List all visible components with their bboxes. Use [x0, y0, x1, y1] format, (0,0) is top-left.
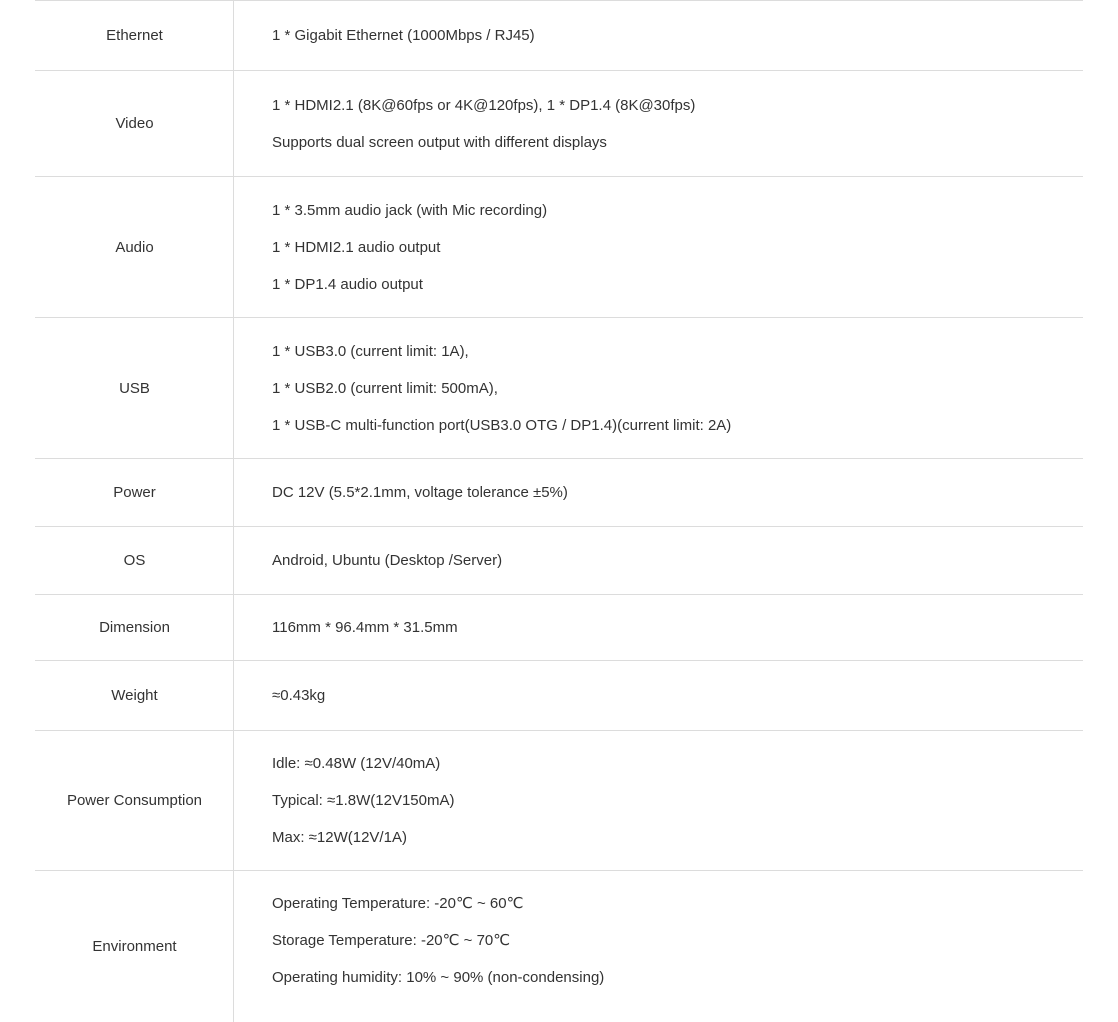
spec-row-power-consumption: [35, 730, 1083, 870]
spec-row-ethernet: [35, 0, 1083, 70]
spec-value-line: Storage Temperature: -20℃ ~ 70℃: [272, 932, 511, 949]
spec-value: [272, 318, 1083, 458]
spec-value: [272, 1, 1083, 70]
column-divider: [233, 177, 234, 317]
spec-value-line: 116mm * 96.4mm * 31.5mm: [272, 619, 458, 636]
spec-value-line: Supports dual screen output with different displays: [272, 133, 607, 151]
spec-value-line: Android, Ubuntu (Desktop /Server): [272, 552, 503, 569]
spec-value-line: 1 * USB2.0 (current limit: 500mA),: [272, 379, 498, 397]
column-divider: [233, 318, 234, 458]
spec-value-line: 1 * DP1.4 audio output: [272, 275, 423, 293]
column-divider: [233, 871, 234, 1022]
column-divider: [233, 459, 234, 526]
spec-value-line: Operating Temperature: -20℃ ~ 60℃: [272, 895, 524, 912]
column-divider: [233, 71, 234, 176]
spec-label: Environment: [92, 938, 177, 955]
column-divider: [233, 1, 234, 70]
spec-label: Audio: [115, 238, 154, 256]
spec-row-usb: [35, 317, 1083, 458]
spec-row-audio: [35, 176, 1083, 317]
spec-value: [272, 71, 1083, 176]
spec-label: Ethernet: [106, 27, 163, 44]
spec-value-line: DC 12V (5.5*2.1mm, voltage tolerance ±5%): [272, 484, 568, 501]
spec-label: Weight: [111, 687, 158, 704]
spec-row-video: [35, 70, 1083, 176]
spec-row-dimension: [35, 594, 1083, 660]
spec-value-line: Max: ≈12W(12V/1A): [272, 829, 407, 846]
spec-value-line: 1 * HDMI2.1 (8K@60fps or 4K@120fps), 1 * DP1.4 (8K@30fps): [272, 96, 696, 114]
spec-label: Video: [115, 115, 154, 132]
spec-value: [272, 731, 1083, 870]
spec-value: [272, 871, 1083, 1022]
column-divider: [233, 595, 234, 660]
spec-value-line: 1 * 3.5mm audio jack (with Mic recording): [272, 201, 548, 219]
spec-value: [272, 177, 1083, 317]
spec-value-line: ≈0.43kg: [272, 687, 326, 704]
spec-value: [272, 527, 1083, 594]
spec-value-line: 1 * HDMI2.1 audio output: [272, 238, 441, 256]
column-divider: [233, 527, 234, 594]
spec-value-line: 1 * Gigabit Ethernet (1000Mbps / RJ45): [272, 27, 535, 44]
spec-value: [272, 459, 1083, 526]
spec-value-line: 1 * USB-C multi-function port(USB3.0 OTG / DP1.4)(current limit: 2A): [272, 416, 732, 434]
spec-value: [272, 595, 1083, 660]
spec-value-line: Operating humidity: 10% ~ 90% (non-condensing): [272, 969, 605, 986]
spec-row-power: [35, 458, 1083, 526]
spec-label: Power: [113, 484, 156, 501]
column-divider: [233, 731, 234, 870]
spec-row-os: [35, 526, 1083, 594]
spec-label: Dimension: [99, 619, 170, 636]
spec-row-environment: [35, 870, 1083, 1022]
spec-label: OS: [123, 552, 146, 569]
spec-row-weight: [35, 660, 1083, 730]
spec-value: [272, 661, 1083, 730]
column-divider: [233, 661, 234, 730]
spec-label: Power Consumption: [66, 792, 203, 809]
spec-value-line: 1 * USB3.0 (current limit: 1A),: [272, 342, 469, 360]
spec-value-line: Typical: ≈1.8W(12V150mA): [272, 792, 455, 809]
spec-label: USB: [119, 379, 150, 397]
spec-value-line: Idle: ≈0.48W (12V/40mA): [272, 755, 441, 772]
